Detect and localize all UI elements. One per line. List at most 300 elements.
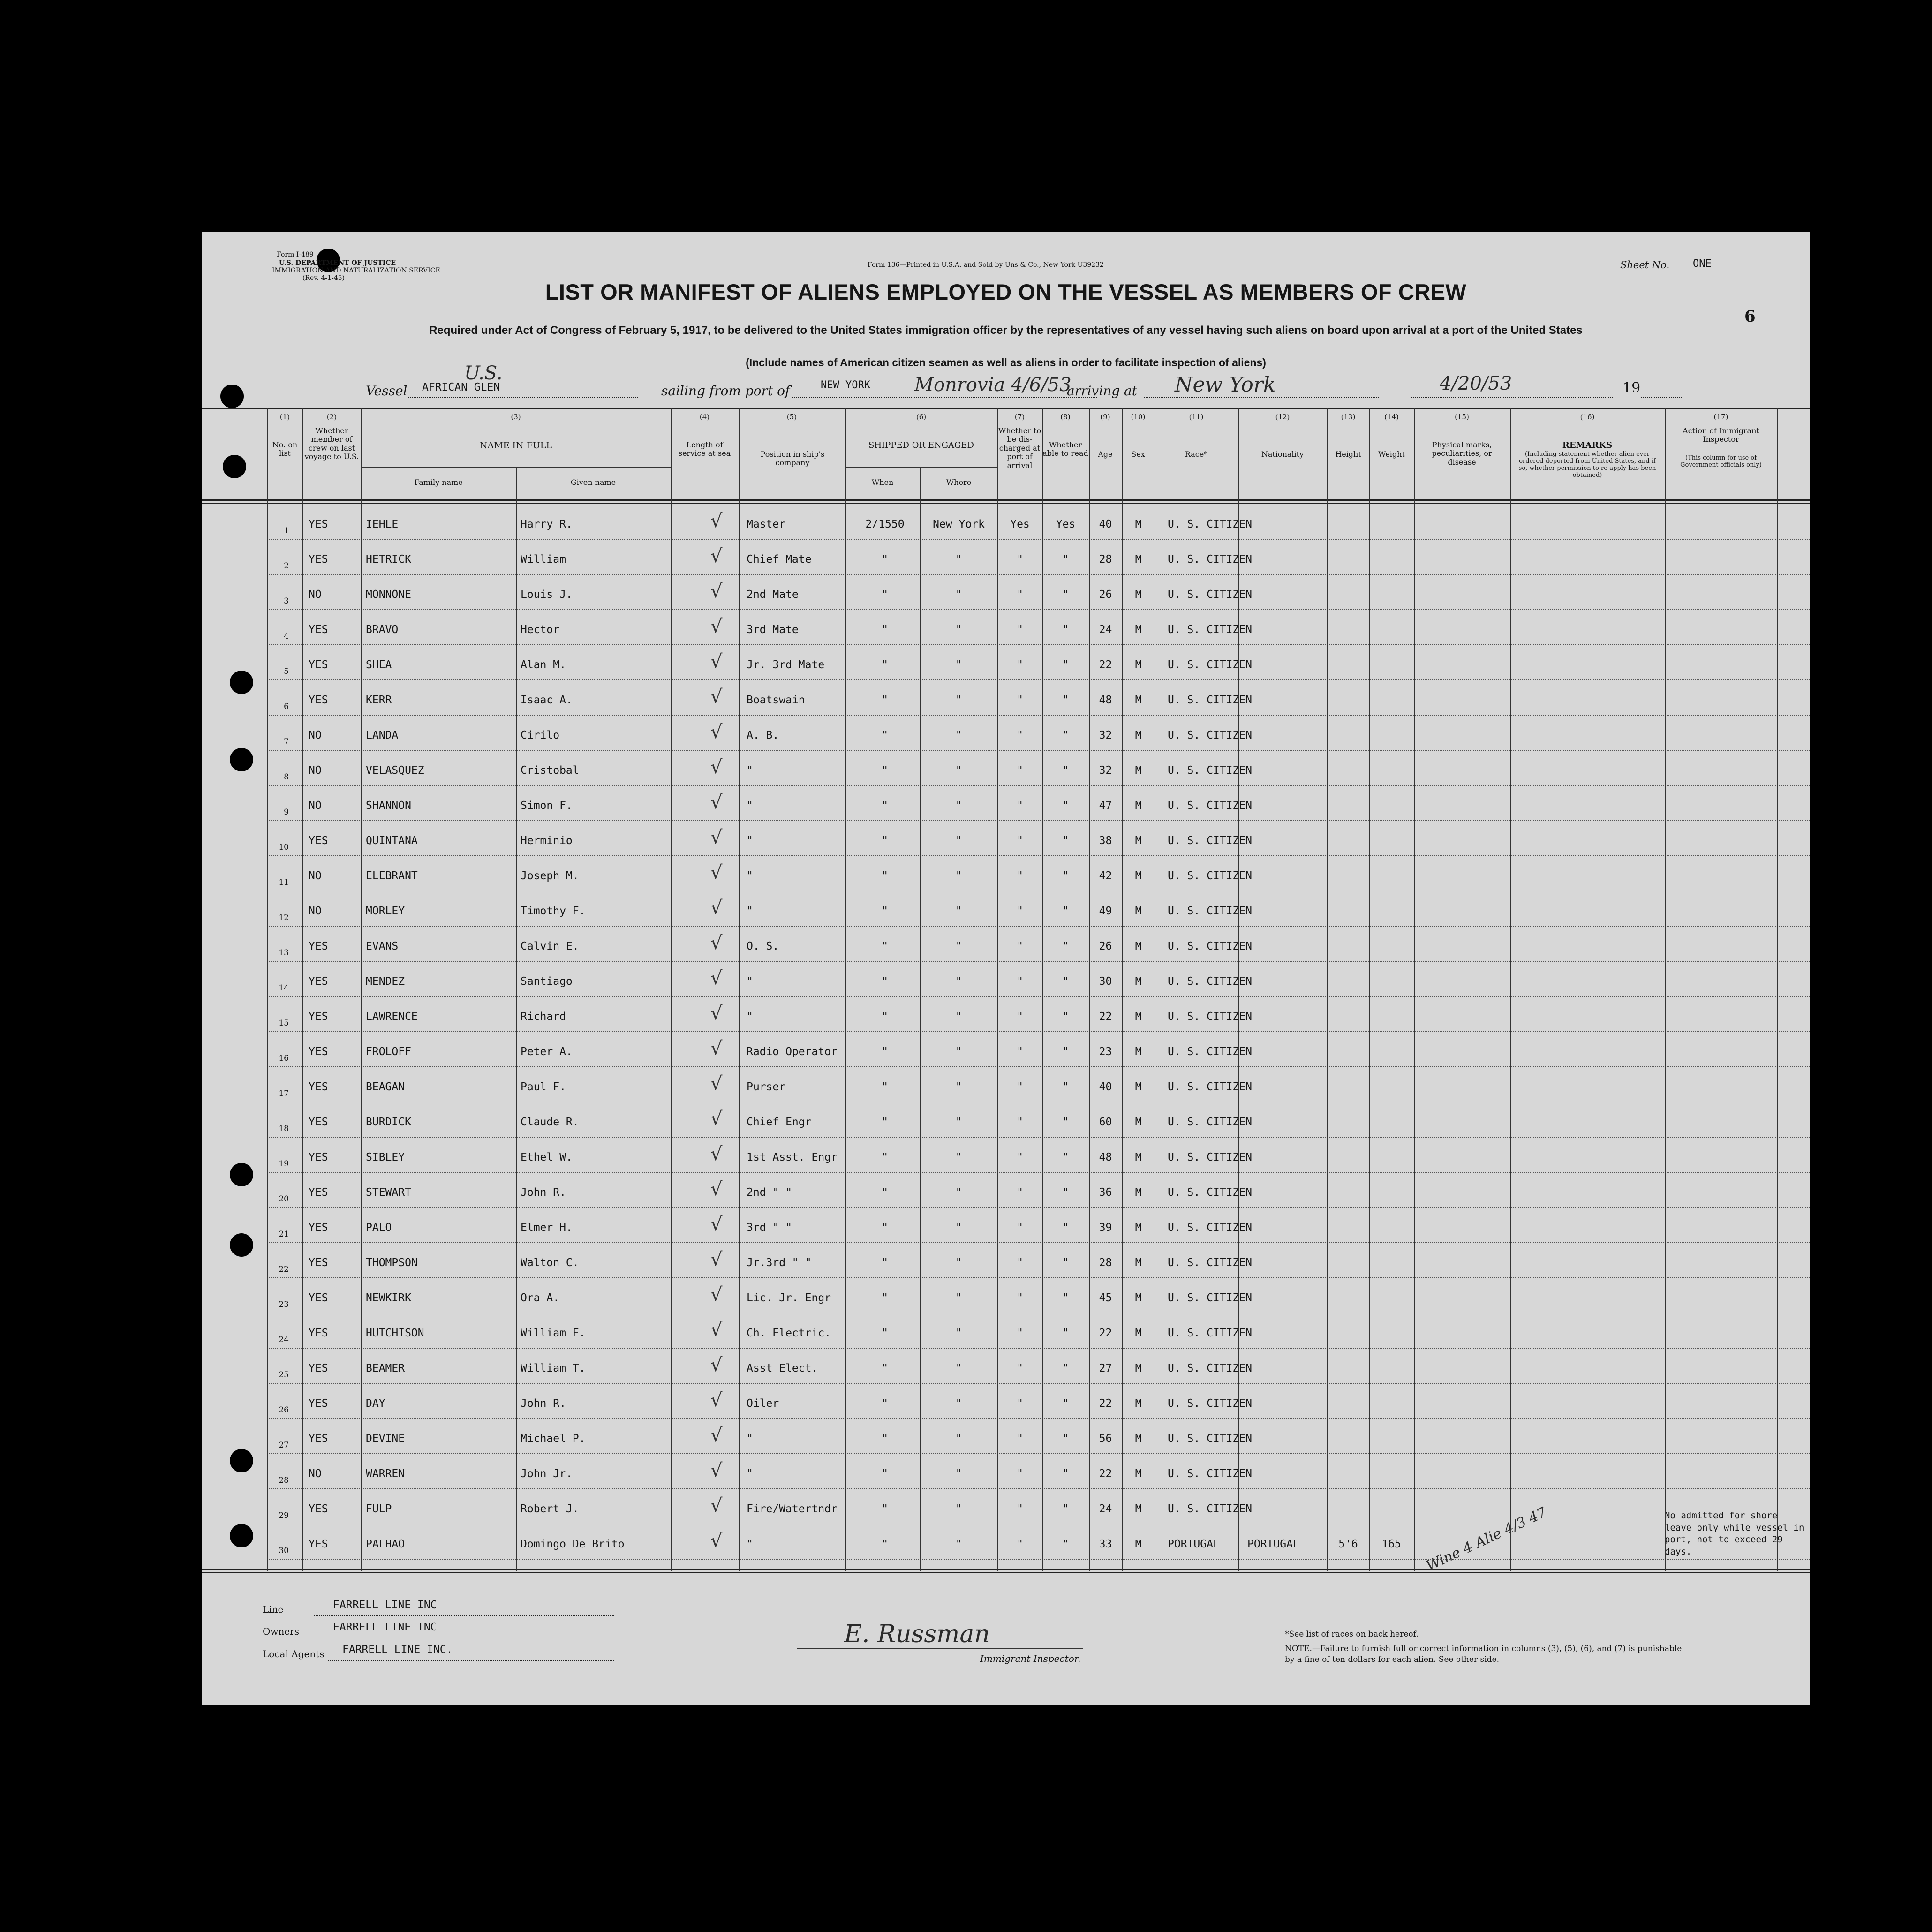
- cell-sex: M: [1135, 659, 1142, 671]
- check-mark-icon: √: [710, 1425, 723, 1446]
- check-mark-icon: √: [710, 1460, 723, 1481]
- cell-disch: ": [1017, 1468, 1023, 1480]
- cell-sex: M: [1135, 1011, 1142, 1023]
- cell-member: YES: [309, 1081, 328, 1093]
- cell-member: YES: [309, 835, 328, 847]
- table-row: [202, 928, 1810, 962]
- row-number: 29: [279, 1511, 289, 1520]
- cell-family: VELASQUEZ: [366, 764, 424, 777]
- cell-sex: M: [1135, 589, 1142, 601]
- cell-position: ": [747, 1468, 753, 1480]
- cell-race: U. S. CITIZEN: [1168, 729, 1253, 741]
- cell-where: ": [955, 1327, 962, 1339]
- row-number: 28: [279, 1476, 289, 1485]
- cell-position: 1st Asst. Engr: [747, 1151, 838, 1163]
- table-row: [202, 858, 1810, 891]
- cell-disch: ": [1017, 1257, 1023, 1269]
- year-label: 19: [1623, 380, 1641, 396]
- table-row: [202, 1421, 1810, 1454]
- check-mark-icon: √: [710, 545, 723, 567]
- owners-value: FARRELL LINE INC: [333, 1621, 437, 1633]
- cell-read: ": [1062, 1257, 1069, 1269]
- cell-age: 45: [1099, 1292, 1112, 1304]
- cell-where: ": [955, 1503, 962, 1515]
- cell-disch: ": [1017, 1538, 1023, 1550]
- cell-member: NO: [309, 1468, 322, 1480]
- cell-family: MORLEY: [366, 905, 405, 917]
- cell-race: U. S. CITIZEN: [1168, 764, 1253, 777]
- cell-read: ": [1062, 1151, 1069, 1163]
- cell-position: ": [747, 1538, 753, 1550]
- cell-sex: M: [1135, 1538, 1142, 1550]
- cell-position: Asst Elect.: [747, 1362, 818, 1374]
- cell-race: U. S. CITIZEN: [1168, 1362, 1253, 1374]
- cell-family: DEVINE: [366, 1433, 405, 1445]
- cell-member: NO: [309, 870, 322, 882]
- agents-label: Local Agents: [263, 1648, 325, 1660]
- cell-given: Cirilo: [521, 729, 560, 741]
- cell-sex: M: [1135, 1327, 1142, 1339]
- port-handwritten: Monrovia 4/6/53: [914, 374, 1072, 396]
- cell-disch: ": [1017, 1327, 1023, 1339]
- cell-family: EVANS: [366, 940, 399, 952]
- cell-given: Herminio: [521, 835, 573, 847]
- cell-where: ": [955, 1081, 962, 1093]
- row-number: 17: [279, 1089, 289, 1098]
- cell-race: U. S. CITIZEN: [1168, 1081, 1253, 1093]
- cell-when: ": [882, 1186, 888, 1199]
- cell-read: ": [1062, 1116, 1069, 1128]
- cell-given: Louis J.: [521, 589, 573, 601]
- cell-sex: M: [1135, 1116, 1142, 1128]
- table-row: [202, 1104, 1810, 1138]
- cell-race: U. S. CITIZEN: [1168, 940, 1253, 952]
- cell-disch: ": [1017, 835, 1023, 847]
- cell-given: Walton C.: [521, 1257, 579, 1269]
- cell-when: ": [882, 905, 888, 917]
- cell-member: NO: [309, 905, 322, 917]
- cell-when: ": [882, 1081, 888, 1093]
- cell-sex: M: [1135, 1257, 1142, 1269]
- row-number: 25: [279, 1370, 289, 1380]
- cell-race: U. S. CITIZEN: [1168, 1186, 1253, 1199]
- cell-family: PALHAO: [366, 1538, 405, 1550]
- cell-age: 40: [1099, 518, 1112, 530]
- cell-given: Domingo De Brito: [521, 1538, 625, 1550]
- cell-read: ": [1062, 589, 1069, 601]
- col-num: (12): [1275, 413, 1290, 421]
- cell-disch: ": [1017, 553, 1023, 566]
- cell-age: 32: [1099, 764, 1112, 777]
- cell-family: THOMPSON: [366, 1257, 418, 1269]
- col-header-shipped: SHIPPED OR ENGAGED: [868, 440, 974, 450]
- cell-read: ": [1062, 1397, 1069, 1410]
- cell-given: Ora A.: [521, 1292, 560, 1304]
- revision: (Rev. 4-1-45): [302, 274, 345, 282]
- cell-where: ": [955, 1046, 962, 1058]
- cell-position: Oiler: [747, 1397, 779, 1410]
- cell-race: U. S. CITIZEN: [1168, 1327, 1253, 1339]
- cell-disch: ": [1017, 1011, 1023, 1023]
- cell-read: Yes: [1056, 518, 1076, 530]
- cell-sex: M: [1135, 870, 1142, 882]
- cell-position: ": [747, 870, 753, 882]
- cell-member: YES: [309, 694, 328, 706]
- cell-when: ": [882, 764, 888, 777]
- cell-member: YES: [309, 1257, 328, 1269]
- cell-sex: M: [1135, 1292, 1142, 1304]
- cell-family: BRAVO: [366, 624, 399, 636]
- sheet-number: ONE: [1693, 258, 1712, 270]
- cell-sex: M: [1135, 1468, 1142, 1480]
- check-mark-icon: √: [710, 721, 723, 743]
- cell-race: U. S. CITIZEN: [1168, 1222, 1253, 1234]
- cell-family: SHANNON: [366, 800, 411, 812]
- cell-read: ": [1062, 1292, 1069, 1304]
- cell-where: ": [955, 729, 962, 741]
- check-mark-icon: √: [710, 1495, 723, 1517]
- cell-read: ": [1062, 553, 1069, 566]
- row-number: 13: [279, 948, 289, 958]
- cell-member: YES: [309, 518, 328, 530]
- row-number: 7: [284, 737, 289, 747]
- cell-when: ": [882, 940, 888, 952]
- cell-age: 40: [1099, 1081, 1112, 1093]
- cell-where: New York: [933, 518, 985, 530]
- cell-race: U. S. CITIZEN: [1168, 870, 1253, 882]
- table-row: [202, 964, 1810, 997]
- cell-given: Hector: [521, 624, 560, 636]
- cell-when: ": [882, 800, 888, 812]
- cell-read: ": [1062, 940, 1069, 952]
- cell-where: ": [955, 940, 962, 952]
- row-number: 19: [279, 1159, 289, 1169]
- cell-read: ": [1062, 800, 1069, 812]
- cell-where: ": [955, 1397, 962, 1410]
- check-mark-icon: √: [710, 756, 723, 778]
- cell-race: U. S. CITIZEN: [1168, 659, 1253, 671]
- cell-age: 28: [1099, 1257, 1112, 1269]
- cell-given: Elmer H.: [521, 1222, 573, 1234]
- check-mark-icon: √: [710, 827, 723, 848]
- cell-given: John R.: [521, 1397, 566, 1410]
- cell-sex: M: [1135, 1362, 1142, 1374]
- cell-where: ": [955, 1011, 962, 1023]
- cell-read: ": [1062, 870, 1069, 882]
- col-header-age: Age: [1098, 450, 1113, 459]
- cell-sex: M: [1135, 553, 1142, 566]
- table-row: [202, 893, 1810, 927]
- inspector-label: Immigrant Inspector.: [980, 1653, 1081, 1664]
- col-header-read: Whether able to read: [1042, 440, 1088, 458]
- cell-position: Lic. Jr. Engr: [747, 1292, 831, 1304]
- col-num: (1): [279, 413, 290, 421]
- cell-where: ": [955, 589, 962, 601]
- cell-member: YES: [309, 1538, 328, 1550]
- check-mark-icon: √: [710, 1003, 723, 1024]
- arriving-label: arriving at: [1067, 383, 1137, 399]
- cell-family: BURDICK: [366, 1116, 411, 1128]
- row-number: 5: [284, 667, 289, 676]
- check-mark-icon: √: [710, 1073, 723, 1094]
- cell-sex: M: [1135, 1222, 1142, 1234]
- cell-position: Chief Mate: [747, 553, 812, 566]
- service: IMMIGRATION AND NATURALIZATION SERVICE: [272, 267, 440, 274]
- table-row: [202, 1069, 1810, 1102]
- table-row: [202, 506, 1810, 540]
- col-header-position: Position in ship's company: [760, 450, 825, 468]
- cell-when: ": [882, 870, 888, 882]
- cell-position: ": [747, 1011, 753, 1023]
- cell-where: ": [955, 1433, 962, 1445]
- check-mark-icon: √: [710, 1214, 723, 1235]
- cell-family: WARREN: [366, 1468, 405, 1480]
- col-num: (13): [1341, 413, 1356, 421]
- cell-age: 47: [1099, 800, 1112, 812]
- cell-member: YES: [309, 624, 328, 636]
- cell-position: ": [747, 835, 753, 847]
- cell-sex: M: [1135, 940, 1142, 952]
- check-mark-icon: √: [710, 1108, 723, 1130]
- cell-position: 3rd " ": [747, 1222, 792, 1234]
- agents-value: FARRELL LINE INC.: [342, 1644, 453, 1656]
- cell-age: 28: [1099, 553, 1112, 566]
- check-mark-icon: √: [710, 932, 723, 954]
- cell-where: ": [955, 975, 962, 988]
- row-number: 16: [279, 1054, 289, 1063]
- cell-race: U. S. CITIZEN: [1168, 1292, 1253, 1304]
- col-header-no: No. on list: [272, 440, 298, 458]
- row-number: 27: [279, 1441, 289, 1450]
- port-of-sailing: NEW YORK: [821, 379, 870, 391]
- cell-read: ": [1062, 1503, 1069, 1515]
- cell-given: Simon F.: [521, 800, 573, 812]
- crew-table: [202, 408, 1810, 1575]
- table-row: [202, 1315, 1810, 1349]
- cell-where: ": [955, 764, 962, 777]
- cell-race: U. S. CITIZEN: [1168, 800, 1253, 812]
- cell-member: YES: [309, 1116, 328, 1128]
- table-row: [202, 1175, 1810, 1208]
- cell-race: PORTUGAL: [1168, 1538, 1220, 1550]
- check-mark-icon: √: [710, 1143, 723, 1165]
- cell-member: YES: [309, 1151, 328, 1163]
- cell-family: PALO: [366, 1222, 392, 1234]
- cell-where: ": [955, 905, 962, 917]
- cell-age: 26: [1099, 589, 1112, 601]
- cell-disch: ": [1017, 940, 1023, 952]
- cell-when: ": [882, 1433, 888, 1445]
- cell-age: 24: [1099, 1503, 1112, 1515]
- col-num: (16): [1580, 413, 1595, 421]
- cell-when: ": [882, 1503, 888, 1515]
- col-header-physical: Physical marks, peculiarities, or disease: [1432, 440, 1492, 467]
- col-header-remarks-note: (Including statement whether alien ever ordered deported from United States, and if so, whether permission to re-apply has been obtained): [1518, 451, 1656, 479]
- cell-member: NO: [309, 764, 322, 777]
- cell-race: U. S. CITIZEN: [1168, 835, 1253, 847]
- cell-race: U. S. CITIZEN: [1168, 1011, 1253, 1023]
- cell-position: Radio Operator: [747, 1046, 838, 1058]
- row-number: 4: [284, 632, 289, 641]
- cell-disch: ": [1017, 1397, 1023, 1410]
- cell-race: U. S. CITIZEN: [1168, 1397, 1253, 1410]
- cell-disch: ": [1017, 800, 1023, 812]
- cell-sex: M: [1135, 1433, 1142, 1445]
- row-number: 3: [284, 596, 289, 606]
- check-mark-icon: √: [710, 1389, 723, 1411]
- cell-sex: M: [1135, 905, 1142, 917]
- cell-age: 26: [1099, 940, 1112, 952]
- col-num: (3): [511, 413, 521, 421]
- cell-when: ": [882, 1327, 888, 1339]
- col-header-when: When: [871, 478, 894, 487]
- check-mark-icon: √: [710, 686, 723, 708]
- row-number: 8: [284, 772, 289, 782]
- col-header-sex: Sex: [1131, 450, 1145, 459]
- cell-where: ": [955, 624, 962, 636]
- cell-member: YES: [309, 1222, 328, 1234]
- check-mark-icon: √: [710, 1178, 723, 1200]
- cell-when: ": [882, 1292, 888, 1304]
- cell-race: U. S. CITIZEN: [1168, 1433, 1253, 1445]
- cell-sex: M: [1135, 764, 1142, 777]
- cell-sex: M: [1135, 694, 1142, 706]
- check-mark-icon: √: [710, 1530, 723, 1552]
- check-mark-icon: √: [710, 651, 723, 672]
- cell-where: ": [955, 553, 962, 566]
- col-header-height: Height: [1335, 450, 1361, 459]
- cell-read: ": [1062, 1433, 1069, 1445]
- table-row: [202, 1280, 1810, 1313]
- cell-where: ": [955, 1468, 962, 1480]
- table-row: [202, 542, 1810, 575]
- cell-age: 22: [1099, 1397, 1112, 1410]
- cell-family: SIBLEY: [366, 1151, 405, 1163]
- cell-disch: ": [1017, 694, 1023, 706]
- table-row: [202, 999, 1810, 1032]
- cell-read: ": [1062, 835, 1069, 847]
- col-header-length: Length of service at sea: [678, 440, 731, 458]
- row-number: 24: [279, 1335, 289, 1344]
- row-number: 1: [284, 526, 289, 536]
- cell-read: ": [1062, 624, 1069, 636]
- cell-when: ": [882, 1362, 888, 1374]
- cell-disch: ": [1017, 1151, 1023, 1163]
- line-value: FARRELL LINE INC: [333, 1599, 437, 1611]
- cell-sex: M: [1135, 1397, 1142, 1410]
- cell-given: Paul F.: [521, 1081, 566, 1093]
- table-row: [202, 1034, 1810, 1067]
- inspector-signature: E. Russman: [844, 1620, 990, 1648]
- cell-disch: ": [1017, 905, 1023, 917]
- cell-when: ": [882, 1011, 888, 1023]
- cell-where: ": [955, 659, 962, 671]
- cell-member: YES: [309, 1362, 328, 1374]
- cell-sex: M: [1135, 1081, 1142, 1093]
- cell-disch: ": [1017, 624, 1023, 636]
- cell-member: YES: [309, 975, 328, 988]
- owners-label: Owners: [263, 1626, 300, 1637]
- check-mark-icon: √: [710, 1354, 723, 1376]
- cell-age: 22: [1099, 1327, 1112, 1339]
- cell-when: ": [882, 1257, 888, 1269]
- cell-position: Boatswain: [747, 694, 805, 706]
- table-row: [202, 1491, 1810, 1524]
- col-num: (14): [1384, 413, 1399, 421]
- col-num: (6): [916, 413, 927, 421]
- races-note: *See list of races on back hereof.: [1285, 1630, 1419, 1639]
- check-mark-icon: √: [710, 1249, 723, 1270]
- cell-position: Master: [747, 518, 786, 530]
- cell-read: ": [1062, 1538, 1069, 1550]
- cell-position: Jr. 3rd Mate: [747, 659, 825, 671]
- cell-race: U. S. CITIZEN: [1168, 1116, 1253, 1128]
- cell-given: Calvin E.: [521, 940, 579, 952]
- cell-position: O. S.: [747, 940, 779, 952]
- cell-where: ": [955, 1151, 962, 1163]
- cell-position: ": [747, 975, 753, 988]
- cell-disch: ": [1017, 764, 1023, 777]
- cell-given: Harry R.: [521, 518, 573, 530]
- cell-height: 5'6: [1338, 1538, 1358, 1550]
- col-header-family: Family name: [414, 478, 463, 487]
- cell-member: NO: [309, 800, 322, 812]
- punch-hole: [220, 385, 244, 408]
- cell-family: NEWKIRK: [366, 1292, 411, 1304]
- cell-when: ": [882, 624, 888, 636]
- cell-age: 30: [1099, 975, 1112, 988]
- cell-race: U. S. CITIZEN: [1168, 905, 1253, 917]
- cell-position: ": [747, 1433, 753, 1445]
- cell-read: ": [1062, 659, 1069, 671]
- cell-member: YES: [309, 553, 328, 566]
- cell-disch: ": [1017, 1081, 1023, 1093]
- table-row: [202, 647, 1810, 680]
- cell-sex: M: [1135, 518, 1142, 530]
- cell-member: YES: [309, 940, 328, 952]
- cell-disch: ": [1017, 870, 1023, 882]
- cell-race: U. S. CITIZEN: [1168, 975, 1253, 988]
- cell-read: ": [1062, 905, 1069, 917]
- cell-read: ": [1062, 1011, 1069, 1023]
- cell-where: ": [955, 1257, 962, 1269]
- cell-position: ": [747, 905, 753, 917]
- vessel-handwritten: U.S.: [464, 362, 503, 384]
- cell-family: LAWRENCE: [366, 1011, 418, 1023]
- cell-when: ": [882, 694, 888, 706]
- cell-when: ": [882, 553, 888, 566]
- cell-when: ": [882, 1397, 888, 1410]
- cell-race: U. S. CITIZEN: [1168, 1046, 1253, 1058]
- check-mark-icon: √: [710, 792, 723, 813]
- cell-age: 24: [1099, 624, 1112, 636]
- cell-position: Fire/Watertndr: [747, 1503, 838, 1515]
- cell-position: Purser: [747, 1081, 786, 1093]
- cell-member: NO: [309, 729, 322, 741]
- col-header-name: NAME IN FULL: [479, 440, 552, 451]
- cell-disch: ": [1017, 1292, 1023, 1304]
- cell-sex: M: [1135, 835, 1142, 847]
- cell-position: 2nd Mate: [747, 589, 799, 601]
- cell-race: U. S. CITIZEN: [1168, 1151, 1253, 1163]
- cell-read: ": [1062, 1362, 1069, 1374]
- cell-family: DAY: [366, 1397, 385, 1410]
- manifest-sheet: [202, 232, 1810, 1705]
- cell-age: 33: [1099, 1538, 1112, 1550]
- cell-given: Joseph M.: [521, 870, 579, 882]
- cell-age: 22: [1099, 1011, 1112, 1023]
- check-mark-icon: √: [710, 1284, 723, 1306]
